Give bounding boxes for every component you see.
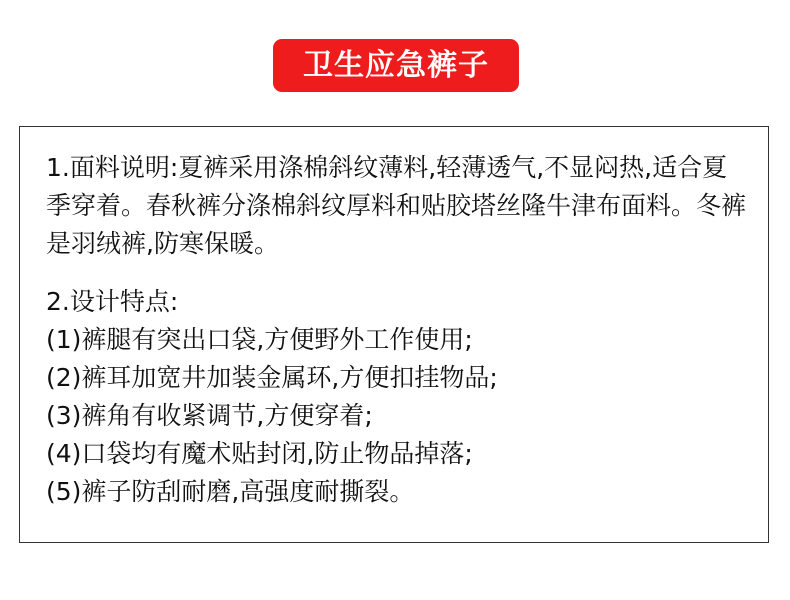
- section-gap: [46, 263, 750, 283]
- page-title: 卫生应急裤子: [303, 48, 489, 83]
- fabric-description: 1.面料说明:夏裤采用涤棉斜纹薄料,轻薄透气,不显闷热,适合夏季穿着。春秋裤分涤棉斜纹厚料和贴胶塔丝隆牛津布面料。冬裤是羽绒裤,防寒保暖。: [46, 153, 747, 258]
- title-badge: [273, 39, 519, 92]
- description-box: [19, 126, 769, 543]
- feature-item: (4)口袋均有魔术贴封闭,防止物品掉落;: [46, 439, 473, 468]
- design-features-heading: 2.设计特点:: [46, 287, 179, 316]
- feature-item: (2)裤耳加宽井加装金属环,方便扣挂物品;: [46, 363, 498, 392]
- feature-item: (3)裤角有收紧调节,方便穿着;: [46, 401, 373, 430]
- feature-item: (1)裤腿有突出口袋,方便野外工作使用;: [46, 325, 473, 354]
- feature-item: (5)裤子防刮耐磨,高强度耐撕裂。: [46, 477, 415, 506]
